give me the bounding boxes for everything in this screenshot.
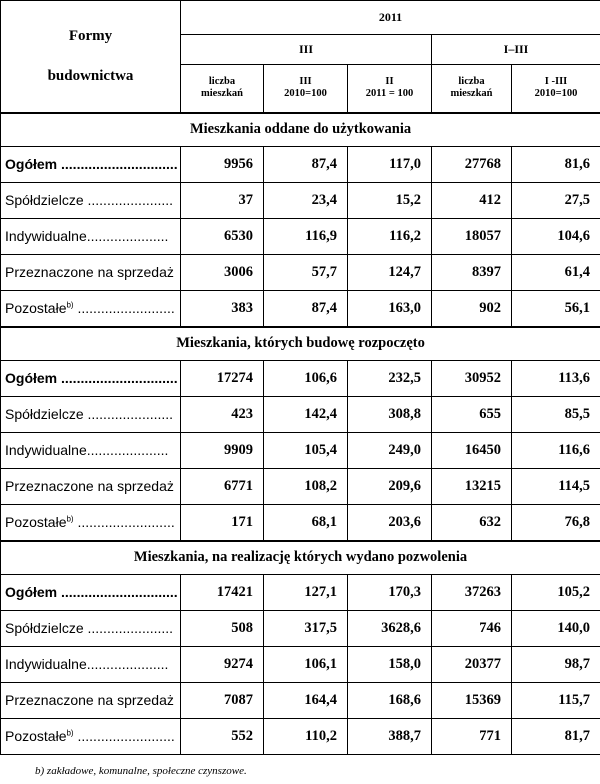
cell-value: 116,2 <box>348 218 432 254</box>
row-label: Przeznaczone na sprzedaż <box>1 468 181 504</box>
cell-value: 127,1 <box>264 574 348 610</box>
table-row <box>1 468 600 504</box>
cell-value: 17274 <box>181 360 264 396</box>
cell-value: 16450 <box>432 432 512 468</box>
cell-value: 68,1 <box>264 504 348 541</box>
row-label: Ogółem .............................. <box>1 360 181 396</box>
cell-value: 163,0 <box>348 290 432 327</box>
cell-value: 15369 <box>432 682 512 718</box>
row-label: Pozostałe$^{b)}$ ......................... <box>1 504 181 541</box>
cell-value: 57,7 <box>264 254 348 290</box>
table-row <box>1 146 600 182</box>
cell-value: 81,7 <box>512 718 600 754</box>
cell-value: 158,0 <box>348 646 432 682</box>
cell-value: 902 <box>432 290 512 327</box>
cell-value: 81,6 <box>512 146 600 182</box>
cell-value: 508 <box>181 610 264 646</box>
cell-value: 117,0 <box>348 146 432 182</box>
period-month-header: III <box>181 35 432 65</box>
cell-value: 6771 <box>181 468 264 504</box>
cell-value: 632 <box>432 504 512 541</box>
forms-header <box>1 1 181 113</box>
section-title: Mieszkania oddane do użytkowania <box>1 113 600 147</box>
section-title: Mieszkania, których budowę rozpoczęto <box>1 327 600 361</box>
row-label: Przeznaczone na sprzedaż <box>1 254 181 290</box>
row-label: Przeznaczone na sprzedaż <box>1 682 181 718</box>
cell-value: 106,6 <box>264 360 348 396</box>
cell-value: 15,2 <box>348 182 432 218</box>
cell-value: 85,5 <box>512 396 600 432</box>
footnote: b) zakładowe, komunalne, społeczne czynszowe. <box>35 765 247 777</box>
cell-value: 771 <box>432 718 512 754</box>
cell-value: 232,5 <box>348 360 432 396</box>
table-row <box>1 182 600 218</box>
cell-value: 105,4 <box>264 432 348 468</box>
table-row <box>1 610 600 646</box>
cell-value: 9956 <box>181 146 264 182</box>
table-row <box>1 396 600 432</box>
cell-value: 13215 <box>432 468 512 504</box>
cell-value: 116,9 <box>264 218 348 254</box>
row-label: Indywidualne..................... <box>1 432 181 468</box>
cell-value: 168,6 <box>348 682 432 718</box>
cell-value: 76,8 <box>512 504 600 541</box>
col-count-header: liczba mieszkań <box>181 65 264 113</box>
cell-value: 655 <box>432 396 512 432</box>
cell-value: 106,1 <box>264 646 348 682</box>
row-label: Ogółem .............................. <box>1 574 181 610</box>
cell-value: 140,0 <box>512 610 600 646</box>
cell-value: 61,4 <box>512 254 600 290</box>
cell-value: 87,4 <box>264 146 348 182</box>
row-label: Spółdzielcze ...................... <box>1 610 181 646</box>
cell-value: 3628,6 <box>348 610 432 646</box>
cell-value: 56,1 <box>512 290 600 327</box>
row-label: Indywidualne..................... <box>1 218 181 254</box>
cell-value: 552 <box>181 718 264 754</box>
cell-value: 108,2 <box>264 468 348 504</box>
cell-value: 30952 <box>432 360 512 396</box>
table-row <box>1 718 600 754</box>
cell-value: 383 <box>181 290 264 327</box>
cell-value: 104,6 <box>512 218 600 254</box>
footnote-marker: b) <box>66 514 74 524</box>
cell-value: 746 <box>432 610 512 646</box>
cell-value: 9274 <box>181 646 264 682</box>
col-index3-header: I -III 2010=100 <box>512 65 600 113</box>
row-label: Pozostałe$^{b)}$ ......................... <box>1 290 181 327</box>
table-row <box>1 360 600 396</box>
cell-value: 308,8 <box>348 396 432 432</box>
row-label: Indywidualne..................... <box>1 646 181 682</box>
year-header: 2011 <box>181 1 600 35</box>
cell-value: 110,2 <box>264 718 348 754</box>
table-row <box>1 646 600 682</box>
cell-value: 113,6 <box>512 360 600 396</box>
table-row <box>1 682 600 718</box>
cell-value: 388,7 <box>348 718 432 754</box>
forms-header-line1: Formy <box>68 28 113 45</box>
cell-value: 115,7 <box>512 682 600 718</box>
cell-value: 317,5 <box>264 610 348 646</box>
col-count2-header: liczba mieszkań <box>432 65 512 113</box>
forms-header-line2: budownictwa <box>47 68 134 85</box>
cell-value: 105,2 <box>512 574 600 610</box>
cell-value: 6530 <box>181 218 264 254</box>
footnote-marker: b) <box>66 728 74 738</box>
table-row <box>1 254 600 290</box>
cell-value: 209,6 <box>348 468 432 504</box>
table-row <box>1 504 600 541</box>
cell-value: 23,4 <box>264 182 348 218</box>
cell-value: 423 <box>181 396 264 432</box>
cell-value: 20377 <box>432 646 512 682</box>
row-label: Spółdzielcze ...................... <box>1 182 181 218</box>
cell-value: 18057 <box>432 218 512 254</box>
cell-value: 98,7 <box>512 646 600 682</box>
cell-value: 37263 <box>432 574 512 610</box>
cell-value: 8397 <box>432 254 512 290</box>
cell-value: 171 <box>181 504 264 541</box>
col-index2-header: II 2011 = 100 <box>348 65 432 113</box>
col-index1-header: III 2010=100 <box>264 65 348 113</box>
cell-value: 7087 <box>181 682 264 718</box>
table-row <box>1 218 600 254</box>
cell-value: 164,4 <box>264 682 348 718</box>
section-title: Mieszkania, na realizację których wydano pozwolenia <box>1 541 600 575</box>
table-row <box>1 574 600 610</box>
cell-value: 87,4 <box>264 290 348 327</box>
table-row <box>1 432 600 468</box>
row-label: Ogółem .............................. <box>1 146 181 182</box>
cell-value: 9909 <box>181 432 264 468</box>
cell-value: 142,4 <box>264 396 348 432</box>
cell-value: 17421 <box>181 574 264 610</box>
table-body <box>1 113 600 755</box>
cell-value: 249,0 <box>348 432 432 468</box>
cell-value: 116,6 <box>512 432 600 468</box>
footnote-marker: b) <box>66 300 74 310</box>
cell-value: 124,7 <box>348 254 432 290</box>
table-row <box>1 290 600 327</box>
cell-value: 203,6 <box>348 504 432 541</box>
cell-value: 27,5 <box>512 182 600 218</box>
cell-value: 170,3 <box>348 574 432 610</box>
period-ytd-header: I–III <box>432 35 600 65</box>
cell-value: 27768 <box>432 146 512 182</box>
cell-value: 3006 <box>181 254 264 290</box>
cell-value: 114,5 <box>512 468 600 504</box>
row-label: Pozostałe$^{b)}$ ......................... <box>1 718 181 754</box>
cell-value: 412 <box>432 182 512 218</box>
cell-value: 37 <box>181 182 264 218</box>
row-label: Spółdzielcze ...................... <box>1 396 181 432</box>
